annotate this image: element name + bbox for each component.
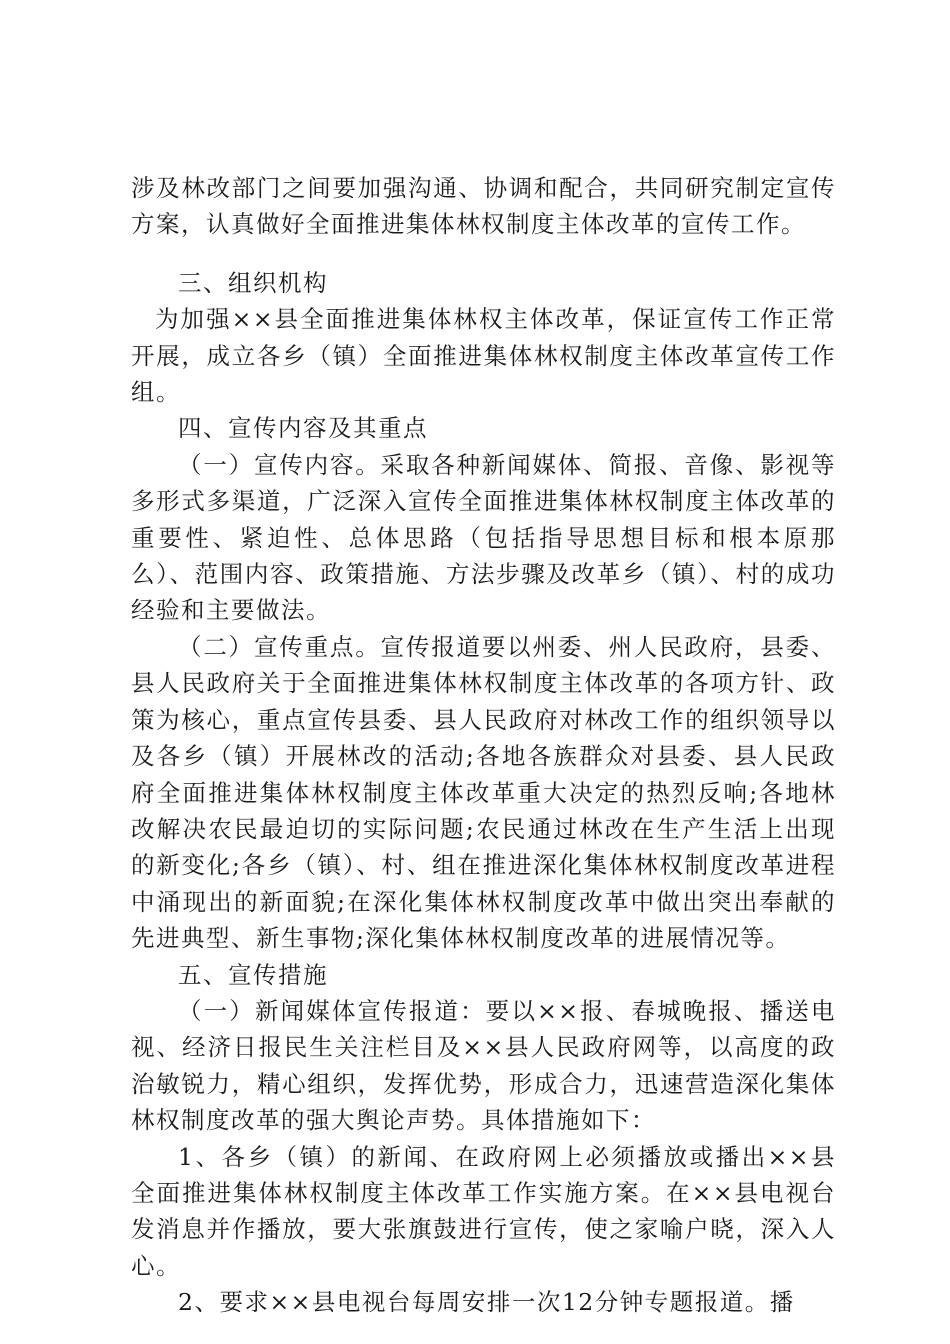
section-5-item-1: 1、各乡（镇）的新闻、在政府网上必须播放或播出××县全面推进集体林权制度主体改革工作实施方案。在××县电视台发消息并作播放，要大张旗鼓进行宣传，使之家喻户晓，深入人心。 [131,1142,836,1280]
section-5-paragraph-1: （一）新闻媒体宣传报道：要以××报、春城晚报、播送电视、经济日报民生关注栏目及××县人民政府网等，以高度的政治敏锐力，精心组织，发挥优势，形成合力，迅速营造深化集体林权制度改革的强大舆论声势。具体措施如下： [131,996,836,1135]
section-3-body: 为加强××县全面推进集体林权主体改革，保证宣传工作正常开展，成立各乡（镇）全面推进集体林权制度主体改革宣传工作组。 [131,305,836,407]
section-5-title: 五、宣传措施 [178,960,328,989]
section-4-paragraph-1: （一）宣传内容。采取各种新闻媒体、简报、音像、影视等多形式多渠道，广泛深入宣传全面推进集体林权制度主体改革的重要性、紧迫性、总体思路（包括指导思想目标和根本原那么）、范围内容、政策措施、方法步骤及改革乡（镇）、村的成功经验和主要做法。 [131,450,836,625]
paragraph-gap [131,243,836,265]
document-body [131,170,836,1321]
section-4-paragraph-2: （二）宣传重点。宣传报道要以州委、州人民政府，县委、县人民政府关于全面推进集体林权制度主体改革的各项方针、政策为核心，重点宣传县委、县人民政府对林改工作的组织领导以及各乡（镇）开展林改的活动;各地各族群众对县委、县人民政府全面推进集体林权制度主体改革重大决定的热烈反响;各地林改解决农民最迫切的实际问题;农民通过林改在生产生活上出现的新变化;各乡（镇）、村、组在推进深化集体林权制度改革进程中涌现出的新面貌;在深化集体林权制度改革中做出突出奉献的先进典型、新生事物;深化集体林权制度改革的进展情况等。 [131,632,836,953]
section-5-item-2: 2、要求××县电视台每周安排一次12分钟专题报道。播 [178,1288,795,1317]
section-3-title: 三、组织机构 [178,268,328,297]
section-4-title: 四、宣传内容及其重点 [178,414,428,443]
intro-paragraph: 涉及林改部门之间要加强沟通、协调和配合，共同研究制定宣传方案，认真做好全面推进集体林权制度主体改革的宣传工作。 [131,174,836,239]
